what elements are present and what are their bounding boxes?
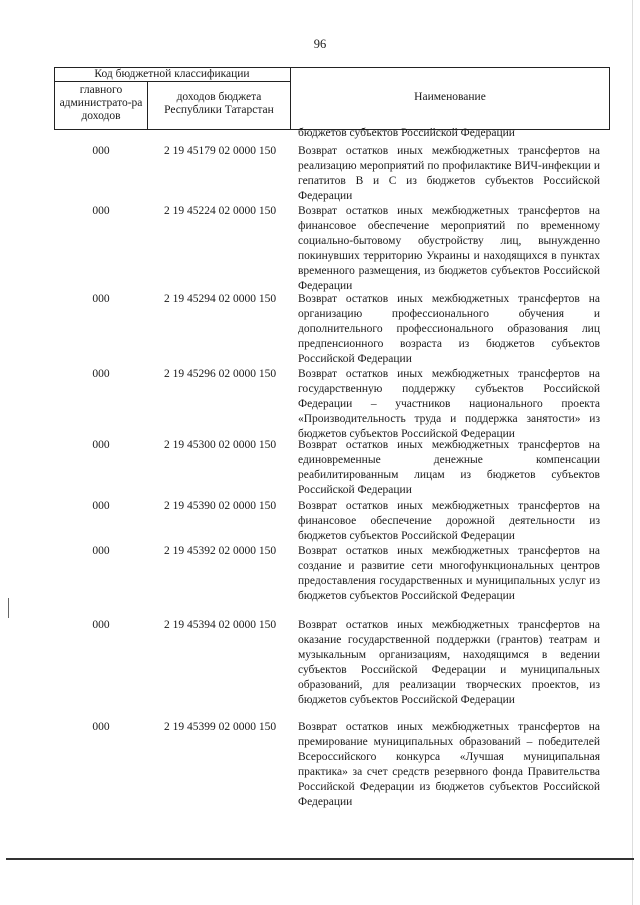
budget-code-title: Код бюджетной классификации [94,68,250,80]
budget-code: 2 19 45392 02 0000 150 [163,545,277,557]
col-code-header: доходов бюджета Республики Татарстан [164,91,274,116]
scan-bottom-edge [6,858,634,860]
table-header [54,67,610,130]
budget-code: 2 19 45224 02 0000 150 [163,205,277,217]
col-admin-header: главного администрато-ра доходов [59,84,143,122]
budget-code: 2 19 45399 02 0000 150 [163,721,277,733]
admin-code: 000 [92,500,110,512]
row-name: Возврат остатков иных межбюджетных трансфертов на премирование муниципальных образований – победителей Всероссийского конкурса «Лучшая муниципальная практика» за счет средств резервного фонда Правительства Российской Федерации из бюджетов субъектов Российской Федерации [298,721,600,808]
row-name: Возврат остатков иных межбюджетных трансфертов на финансовое обеспечение мероприятий по временному социально-бытовому обустройству лиц, вынужденно покинувших территорию Украины и находящихся в пунктах временного размещения, из бюджетов субъектов Российской Федерации [298,205,600,292]
row-name: Возврат остатков иных межбюджетных трансфертов на реализацию мероприятий по профилактике ВИЧ-инфекции и гепатитов В и С из бюджетов субъектов Российской Федерации [298,145,600,202]
row-name: Возврат остатков иных межбюджетных трансфертов на государственную поддержку субъектов Российской Федерации – участников национального проекта «Производительность труда и поддержка занятости» из бюджетов субъектов Российской Федерации [298,368,600,440]
row-name: Возврат остатков иных межбюджетных трансфертов на финансовое обеспечение дорожной деятельности из бюджетов субъектов Российской Федерации [298,500,600,542]
admin-code: 000 [92,293,110,305]
col-name-header: Наименование [414,91,486,103]
row-name: Возврат остатков иных межбюджетных трансфертов на создание и развитие сети многофункциональных центров предоставления государственных и муниципальных услуг из бюджетов субъектов Российской Федерации [298,545,600,602]
admin-code: 000 [92,439,110,451]
budget-code: 2 19 45300 02 0000 150 [163,439,277,451]
admin-code: 000 [92,145,110,157]
header-right-border [609,67,610,130]
budget-code: 2 19 45294 02 0000 150 [163,293,277,305]
admin-code: 000 [92,619,110,631]
row-name: Возврат остатков иных межбюджетных трансфертов на единовременные денежные компенсации реабилитированным лицам из бюджетов субъектов Российской Федерации [298,439,600,496]
budget-code: 2 19 45394 02 0000 150 [163,619,277,631]
header-name-divider [290,67,291,130]
scan-margin-mark [8,598,9,618]
header-col-divider [147,81,148,130]
budget-code: 2 19 45179 02 0000 150 [163,145,277,157]
row-name: Возврат остатков иных межбюджетных трансфертов на оказание государственной поддержки (грантов) театрам и музыкальным организациям, находящимся в ведении субъектов Российской Федерации и муниципальных образований, для реализации творческих проектов, из бюджетов субъектов Российской Федерации [298,619,600,706]
budget-code: 2 19 45296 02 0000 150 [163,368,277,380]
admin-code: 000 [92,205,110,217]
header-subdivider [54,81,291,82]
row-name: Возврат остатков иных межбюджетных трансфертов на организацию профессионального обучения и дополнительного профессионального образования лиц предпенсионного возраста из бюджетов субъектов Российской Федерации [298,293,600,365]
admin-code: 000 [92,721,110,733]
admin-code: 000 [92,545,110,557]
scan-edge-line [632,0,633,905]
continuation-text: бюджетов субъектов Российской Федерации [298,127,515,139]
page-number: 96 [313,37,327,51]
admin-code: 000 [92,368,110,380]
budget-code: 2 19 45390 02 0000 150 [163,500,277,512]
